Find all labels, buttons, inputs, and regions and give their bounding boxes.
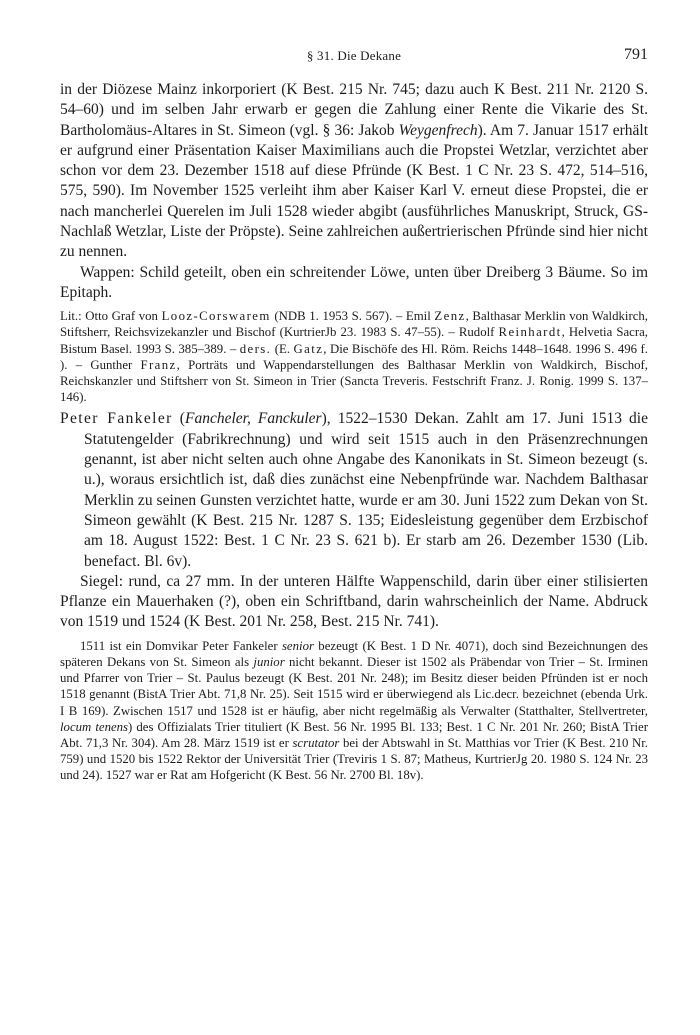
paragraph-continuation: in der Diözese Mainz inkorporiert (K Best. 215 Nr. 745; dazu auch K Best. 211 Nr. 2120 S. 54–60) und im selben Jahr erwarb er gegen die Zahlung einer Rente die Vikarie des St. Bartholomäus-Altares in St. Simeon (vgl. § 36: Jakob Weygenfrech). Am 7. Januar 1517 erhält er aufgrund einer Präsentation Kaiser Maximilians auch die Propstei Wetzlar, verzichtet aber schon vor dem 23. Dezember 1518 auf diese Pfründe (K Best. 1 C Nr. 23 S. 472, 514–516, 575, 590). Im November 1525 verleiht ihm aber Kaiser Karl V. erneut diese Propstei, die er nach mancherlei Querelen im Juli 1528 wieder abgibt (ausführliches Manuskript, Struck, GS-Nachlaß Wetzlar, Liste der Pröpste). Seine zahlreichen außertrierischen Pfründe sind hier nicht zu nennen. bbox=[60, 81, 648, 261]
paragraph-wappen: Wappen: Schild geteilt, oben ein schreitender Löwe, unten über Dreiberg 3 Bäume. So im Epitaph. bbox=[60, 263, 648, 301]
page-number: 791 bbox=[624, 46, 648, 63]
literature-note: Lit.: Otto Graf von Looz-Corswarem (NDB 1. 1953 S. 567). – Emil Zenz, Balthasar Merklin von Waldkirch, Stiftsherr, Reichsvizekanzler und Bischof (KurtrierJb 23. 1983 S. 47–55). – Rudolf Reinhardt, Helvetia Sacra, Bistum Basel. 1993 S. 385–389. – ders. (E. Gatz, Die Bischöfe des Hl. Röm. Reichs 1448–1648. 1996 S. 496 f. ). – Gunther Franz, Porträts und Wappendarstellungen des Balthasar Merklin von Waldkirch, Bischof, Reichskanzler und Stiftsherr von St. Simeon in Trier (Sancta Treveris. Festschrift Franz. J. Ronig. 1999 S. 137–146). bbox=[60, 309, 649, 405]
page-header bbox=[60, 46, 648, 70]
paragraph-siegel: Siegel: rund, ca 27 mm. In der unteren Hälfte Wappenschild, darin über einer stilisierten Pflanze ein Mauerhaken (?), oben ein Schriftband, darin wahrscheinlich der Name. Abdruck von 1519 und 1524 (K Best. 201 Nr. 258, Best. 215 Nr. 741). bbox=[60, 572, 648, 631]
entry-peter-fankeler: Peter Fankeler (Fancheler, Fanckuler), 1522–1530 Dekan. Zahlt am 17. Juni 1513 die Statutengelder (Fabrikrechnung) und wird seit 1515 auch in den Präsenzrechnungen genannt, ist aber nicht selten auch ohne Angabe des Kanonikats in St. Simeon bezeugt (s. u.), woraus ersichtlich ist, daß dies zunächst eine Nebenpfründe war. Nachdem Balthasar Merklin zu seinen Gunsten verzichtet hatte, wurde er am 30. Juni 1522 zum Dekan von St. Simeon gewählt (K Best. 215 Nr. 1287 S. 135; Eidesleistung gegenüber dem Erzbischof am 18. August 1522: Best. 1 C Nr. 23 S. 621 b). Er starb am 26. Dezember 1530 (Lib. benefact. Bl. 6v). bbox=[60, 410, 648, 570]
body-text bbox=[60, 80, 648, 784]
entry-name: Peter Fankeler bbox=[60, 410, 173, 428]
running-head: § 31. Die Dekane bbox=[306, 48, 402, 63]
footnote-paragraph: 1511 ist ein Domvikar Peter Fankeler senior bezeugt (K Best. 1 D Nr. 4071), doch sind Bezeichnungen des späteren Dekans von St. Simeon als junior nicht bekannt. Dieser ist 1502 als Präbendar von Trier – St. Irminen und Pfarrer von Trier – St. Paulus bezeugt (K Best. 201 Nr. 248); im Besitz dieser beiden Pfründen ist er noch 1518 genannt (BistA Trier Abt. 71,8 Nr. 25). Seit 1515 wird er überwiegend als Lic.decr. bezeichnet (ebenda Urk. I B 169). Zwischen 1517 und 1528 ist er häufig, aber nicht regelmäßig als Verwalter (Statthalter, Stellvertreter, locum tenens) des Offizialats Trier tituliert (K Best. 56 Nr. 1995 Bl. 133; Best. 1 C Nr. 201 Nr. 260; BistA Trier Abt. 71,3 Nr. 304). Am 28. März 1519 ist er scrutator bei der Abtswahl in St. Matthias vor Trier (K Best. 210 Nr. 759) und 1520 bis 1522 Rektor der Universität Trier (Treviris 1 S. 87; Matheus, KurtrierJg 20. 1980 S. 124 Nr. 23 und 24). 1527 war er Rat am Hofgericht (K Best. 56 Nr. 2700 Bl. 18v). bbox=[60, 638, 648, 783]
